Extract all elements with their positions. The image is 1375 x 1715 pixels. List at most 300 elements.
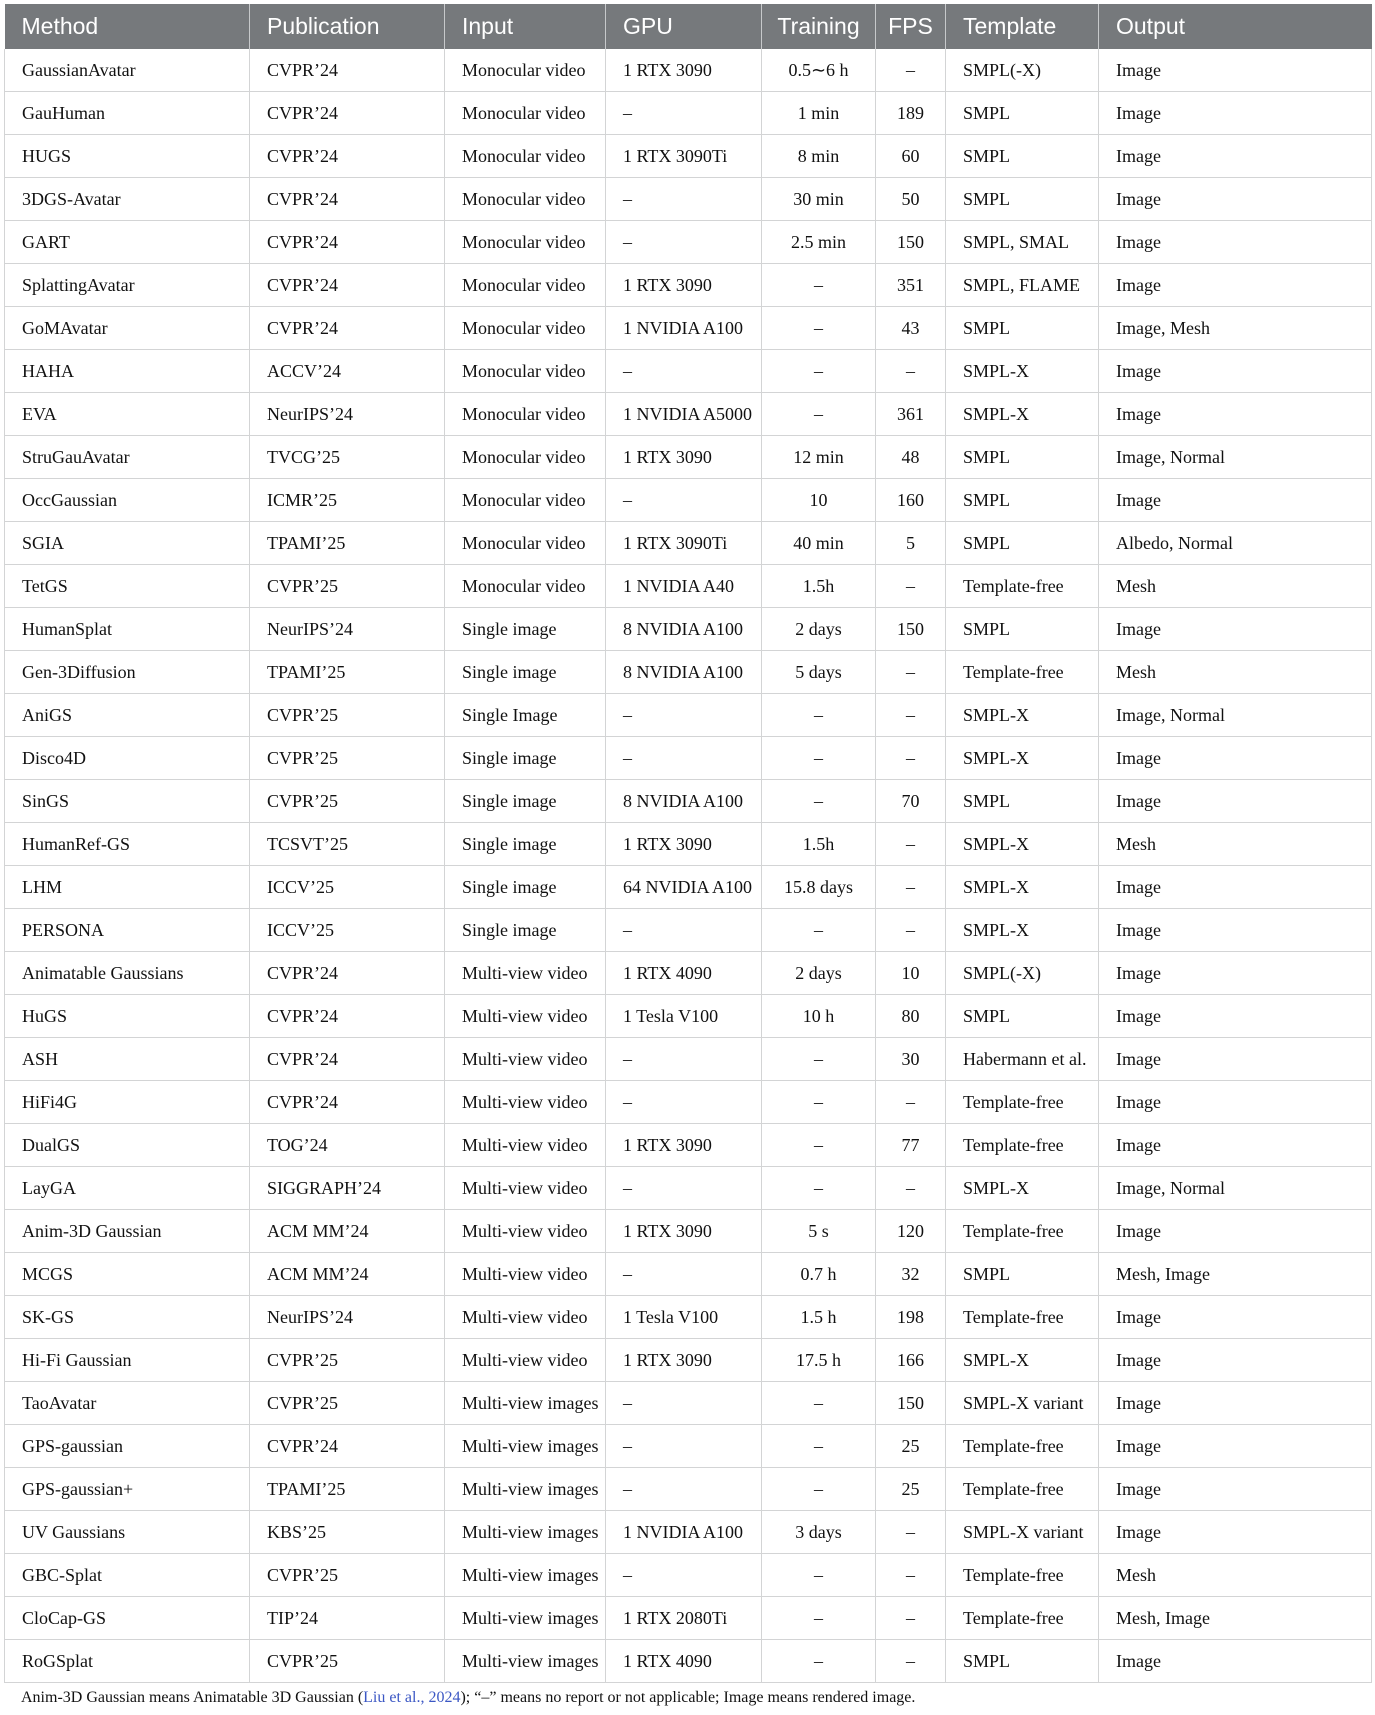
cell-training: – bbox=[762, 264, 876, 307]
cell-input: Monocular video bbox=[445, 92, 606, 135]
cell-input: Monocular video bbox=[445, 307, 606, 350]
cell-gpu: 8 NVIDIA A100 bbox=[606, 608, 762, 651]
cell-fps: 351 bbox=[876, 264, 946, 307]
cell-training: 0.5∼6 h bbox=[762, 49, 876, 92]
column-header-method: Method bbox=[5, 4, 250, 49]
cell-template: SMPL bbox=[946, 1640, 1099, 1683]
cell-training: 17.5 h bbox=[762, 1339, 876, 1382]
cell-publication: ACCV’24 bbox=[250, 350, 445, 393]
cell-fps: 80 bbox=[876, 995, 946, 1038]
cell-input: Multi-view images bbox=[445, 1425, 606, 1468]
column-header-output: Output bbox=[1099, 4, 1372, 49]
cell-template: Template-free bbox=[946, 1210, 1099, 1253]
table-row bbox=[5, 264, 1372, 307]
footnote-text-before: Anim-3D Gaussian means Animatable 3D Gaussian ( bbox=[21, 1689, 364, 1706]
cell-publication: NeurIPS’24 bbox=[250, 393, 445, 436]
cell-input: Monocular video bbox=[445, 135, 606, 178]
cell-publication: ICCV’25 bbox=[250, 909, 445, 952]
cell-template: Template-free bbox=[946, 1468, 1099, 1511]
cell-publication: CVPR’24 bbox=[250, 952, 445, 995]
table-row bbox=[5, 823, 1372, 866]
cell-gpu: 1 RTX 3090 bbox=[606, 823, 762, 866]
cell-output: Image bbox=[1099, 737, 1372, 780]
table-row bbox=[5, 178, 1372, 221]
cell-gpu: 8 NVIDIA A100 bbox=[606, 651, 762, 694]
cell-training: – bbox=[762, 1597, 876, 1640]
cell-method: HAHA bbox=[5, 350, 250, 393]
cell-gpu: 1 RTX 3090 bbox=[606, 264, 762, 307]
cell-method: PERSONA bbox=[5, 909, 250, 952]
cell-method: 3DGS-Avatar bbox=[5, 178, 250, 221]
cell-fps: – bbox=[876, 565, 946, 608]
table-row bbox=[5, 1640, 1372, 1683]
cell-template: Template-free bbox=[946, 1124, 1099, 1167]
cell-method: TetGS bbox=[5, 565, 250, 608]
cell-template: SMPL-X bbox=[946, 823, 1099, 866]
table-row bbox=[5, 1124, 1372, 1167]
cell-training: – bbox=[762, 909, 876, 952]
cell-input: Monocular video bbox=[445, 565, 606, 608]
table-row bbox=[5, 350, 1372, 393]
cell-output: Image bbox=[1099, 393, 1372, 436]
cell-gpu: – bbox=[606, 221, 762, 264]
cell-publication: CVPR’24 bbox=[250, 307, 445, 350]
column-header-training: Training bbox=[762, 4, 876, 49]
cell-training: – bbox=[762, 350, 876, 393]
cell-fps: 32 bbox=[876, 1253, 946, 1296]
cell-method: HUGS bbox=[5, 135, 250, 178]
cell-input: Monocular video bbox=[445, 436, 606, 479]
cell-output: Image bbox=[1099, 479, 1372, 522]
cell-training: 15.8 days bbox=[762, 866, 876, 909]
cell-template: SMPL-X bbox=[946, 909, 1099, 952]
cell-input: Single Image bbox=[445, 694, 606, 737]
cell-input: Multi-view images bbox=[445, 1554, 606, 1597]
table-row bbox=[5, 221, 1372, 264]
cell-output: Mesh bbox=[1099, 651, 1372, 694]
cell-fps: 120 bbox=[876, 1210, 946, 1253]
cell-fps: – bbox=[876, 1511, 946, 1554]
cell-method: Animatable Gaussians bbox=[5, 952, 250, 995]
cell-input: Multi-view video bbox=[445, 1038, 606, 1081]
cell-input: Monocular video bbox=[445, 393, 606, 436]
table-row bbox=[5, 737, 1372, 780]
table-row bbox=[5, 49, 1372, 92]
cell-output: Image bbox=[1099, 1296, 1372, 1339]
cell-template: SMPL-X bbox=[946, 350, 1099, 393]
cell-gpu: 1 RTX 3090 bbox=[606, 1124, 762, 1167]
table-row bbox=[5, 1382, 1372, 1425]
cell-training: 1.5 h bbox=[762, 1296, 876, 1339]
cell-method: StruGauAvatar bbox=[5, 436, 250, 479]
cell-output: Mesh bbox=[1099, 1554, 1372, 1597]
table-row bbox=[5, 92, 1372, 135]
cell-template: SMPL-X bbox=[946, 866, 1099, 909]
cell-fps: 43 bbox=[876, 307, 946, 350]
cell-output: Image bbox=[1099, 1124, 1372, 1167]
cell-publication: ACM MM’24 bbox=[250, 1253, 445, 1296]
cell-gpu: 1 NVIDIA A100 bbox=[606, 307, 762, 350]
cell-input: Monocular video bbox=[445, 350, 606, 393]
cell-output: Image bbox=[1099, 608, 1372, 651]
cell-output: Mesh, Image bbox=[1099, 1597, 1372, 1640]
cell-input: Monocular video bbox=[445, 264, 606, 307]
cell-input: Single image bbox=[445, 651, 606, 694]
cell-fps: 160 bbox=[876, 479, 946, 522]
cell-fps: – bbox=[876, 909, 946, 952]
column-header-input: Input bbox=[445, 4, 606, 49]
cell-fps: – bbox=[876, 350, 946, 393]
cell-method: AniGS bbox=[5, 694, 250, 737]
cell-method: ASH bbox=[5, 1038, 250, 1081]
cell-method: DualGS bbox=[5, 1124, 250, 1167]
cell-input: Multi-view video bbox=[445, 1081, 606, 1124]
cell-template: SMPL bbox=[946, 436, 1099, 479]
cell-output: Image bbox=[1099, 178, 1372, 221]
cell-publication: CVPR’24 bbox=[250, 1425, 445, 1468]
cell-publication: TPAMI’25 bbox=[250, 1468, 445, 1511]
cell-template: Template-free bbox=[946, 1597, 1099, 1640]
table-row bbox=[5, 1339, 1372, 1382]
cell-publication: CVPR’25 bbox=[250, 1640, 445, 1683]
cell-training: – bbox=[762, 694, 876, 737]
cell-output: Image bbox=[1099, 995, 1372, 1038]
cell-training: – bbox=[762, 1382, 876, 1425]
cell-fps: 48 bbox=[876, 436, 946, 479]
cell-input: Multi-view images bbox=[445, 1511, 606, 1554]
cell-input: Multi-view video bbox=[445, 995, 606, 1038]
table-row bbox=[5, 1597, 1372, 1640]
cell-training: – bbox=[762, 1124, 876, 1167]
cell-training: 10 h bbox=[762, 995, 876, 1038]
cell-method: SGIA bbox=[5, 522, 250, 565]
cell-method: Gen-3Diffusion bbox=[5, 651, 250, 694]
cell-input: Multi-view images bbox=[445, 1597, 606, 1640]
cell-training: 30 min bbox=[762, 178, 876, 221]
cell-training: – bbox=[762, 1425, 876, 1468]
cell-method: HuGS bbox=[5, 995, 250, 1038]
table-row bbox=[5, 866, 1372, 909]
table-wrapper bbox=[4, 4, 1371, 1683]
cell-gpu: 1 NVIDIA A100 bbox=[606, 1511, 762, 1554]
cell-method: LayGA bbox=[5, 1167, 250, 1210]
cell-fps: – bbox=[876, 1081, 946, 1124]
cell-template: SMPL bbox=[946, 995, 1099, 1038]
cell-fps: – bbox=[876, 1554, 946, 1597]
cell-gpu: 1 Tesla V100 bbox=[606, 995, 762, 1038]
table-row bbox=[5, 1038, 1372, 1081]
cell-template: SMPL-X bbox=[946, 393, 1099, 436]
cell-gpu: – bbox=[606, 909, 762, 952]
cell-training: 3 days bbox=[762, 1511, 876, 1554]
cell-gpu: – bbox=[606, 1038, 762, 1081]
cell-publication: CVPR’25 bbox=[250, 565, 445, 608]
cell-gpu: – bbox=[606, 1382, 762, 1425]
cell-fps: 25 bbox=[876, 1468, 946, 1511]
cell-training: – bbox=[762, 1167, 876, 1210]
cell-training: – bbox=[762, 737, 876, 780]
cell-template: SMPL-X variant bbox=[946, 1382, 1099, 1425]
cell-template: Template-free bbox=[946, 1554, 1099, 1597]
cell-publication: CVPR’24 bbox=[250, 178, 445, 221]
cell-template: Template-free bbox=[946, 1296, 1099, 1339]
cell-gpu: – bbox=[606, 737, 762, 780]
cell-gpu: – bbox=[606, 694, 762, 737]
cell-input: Multi-view video bbox=[445, 1210, 606, 1253]
cell-publication: CVPR’24 bbox=[250, 1081, 445, 1124]
citation-link[interactable]: Liu et al., 2024 bbox=[363, 1689, 461, 1706]
cell-template: SMPL-X bbox=[946, 1167, 1099, 1210]
cell-fps: 150 bbox=[876, 1382, 946, 1425]
cell-output: Image bbox=[1099, 1038, 1372, 1081]
cell-template: SMPL bbox=[946, 135, 1099, 178]
cell-template: SMPL-X bbox=[946, 694, 1099, 737]
table-row bbox=[5, 135, 1372, 178]
cell-publication: NeurIPS’24 bbox=[250, 608, 445, 651]
cell-publication: ICMR’25 bbox=[250, 479, 445, 522]
cell-output: Mesh, Image bbox=[1099, 1253, 1372, 1296]
cell-input: Monocular video bbox=[445, 479, 606, 522]
table-row bbox=[5, 608, 1372, 651]
cell-fps: – bbox=[876, 694, 946, 737]
cell-publication: CVPR’24 bbox=[250, 92, 445, 135]
cell-method: Hi-Fi Gaussian bbox=[5, 1339, 250, 1382]
table-row bbox=[5, 1511, 1372, 1554]
cell-publication: CVPR’25 bbox=[250, 737, 445, 780]
cell-output: Image bbox=[1099, 350, 1372, 393]
cell-template: Habermann et al. bbox=[946, 1038, 1099, 1081]
cell-training: – bbox=[762, 307, 876, 350]
cell-fps: – bbox=[876, 651, 946, 694]
cell-fps: – bbox=[876, 1640, 946, 1683]
cell-training: – bbox=[762, 1468, 876, 1511]
table-body bbox=[5, 49, 1372, 1683]
cell-template: Template-free bbox=[946, 1425, 1099, 1468]
cell-publication: CVPR’25 bbox=[250, 1382, 445, 1425]
cell-method: GPS-gaussian bbox=[5, 1425, 250, 1468]
cell-input: Multi-view video bbox=[445, 1253, 606, 1296]
table-row bbox=[5, 1167, 1372, 1210]
cell-training: 2 days bbox=[762, 608, 876, 651]
cell-input: Monocular video bbox=[445, 178, 606, 221]
cell-gpu: – bbox=[606, 178, 762, 221]
cell-gpu: – bbox=[606, 92, 762, 135]
cell-method: GaussianAvatar bbox=[5, 49, 250, 92]
cell-method: EVA bbox=[5, 393, 250, 436]
table-row bbox=[5, 479, 1372, 522]
cell-publication: TIP’24 bbox=[250, 1597, 445, 1640]
cell-template: SMPL bbox=[946, 1253, 1099, 1296]
cell-input: Single image bbox=[445, 737, 606, 780]
cell-template: SMPL, FLAME bbox=[946, 264, 1099, 307]
cell-gpu: 1 RTX 3090Ti bbox=[606, 135, 762, 178]
cell-gpu: 1 RTX 2080Ti bbox=[606, 1597, 762, 1640]
cell-method: GauHuman bbox=[5, 92, 250, 135]
cell-method: RoGSplat bbox=[5, 1640, 250, 1683]
cell-output: Albedo, Normal bbox=[1099, 522, 1372, 565]
cell-training: 2 days bbox=[762, 952, 876, 995]
cell-fps: 150 bbox=[876, 221, 946, 264]
cell-output: Image bbox=[1099, 780, 1372, 823]
cell-training: 12 min bbox=[762, 436, 876, 479]
cell-input: Multi-view images bbox=[445, 1640, 606, 1683]
cell-training: – bbox=[762, 780, 876, 823]
cell-input: Single image bbox=[445, 823, 606, 866]
cell-training: – bbox=[762, 1038, 876, 1081]
cell-output: Image bbox=[1099, 49, 1372, 92]
cell-fps: – bbox=[876, 1167, 946, 1210]
cell-input: Single image bbox=[445, 909, 606, 952]
cell-training: 5 s bbox=[762, 1210, 876, 1253]
cell-input: Multi-view images bbox=[445, 1468, 606, 1511]
cell-publication: CVPR’24 bbox=[250, 1038, 445, 1081]
cell-fps: 361 bbox=[876, 393, 946, 436]
cell-publication: CVPR’24 bbox=[250, 264, 445, 307]
cell-gpu: 1 RTX 4090 bbox=[606, 952, 762, 995]
cell-method: OccGaussian bbox=[5, 479, 250, 522]
cell-publication: TCSVT’25 bbox=[250, 823, 445, 866]
cell-method: HiFi4G bbox=[5, 1081, 250, 1124]
cell-training: 10 bbox=[762, 479, 876, 522]
table-row bbox=[5, 307, 1372, 350]
cell-publication: CVPR’24 bbox=[250, 995, 445, 1038]
cell-input: Multi-view images bbox=[445, 1382, 606, 1425]
cell-training: 0.7 h bbox=[762, 1253, 876, 1296]
cell-publication: ACM MM’24 bbox=[250, 1210, 445, 1253]
cell-output: Image, Normal bbox=[1099, 436, 1372, 479]
cell-output: Image, Normal bbox=[1099, 1167, 1372, 1210]
cell-training: – bbox=[762, 1081, 876, 1124]
table-row bbox=[5, 780, 1372, 823]
table-row bbox=[5, 565, 1372, 608]
cell-method: UV Gaussians bbox=[5, 1511, 250, 1554]
cell-output: Image bbox=[1099, 264, 1372, 307]
column-header-template: Template bbox=[946, 4, 1099, 49]
table-row bbox=[5, 694, 1372, 737]
footnote-text-after: ); “–” means no report or not applicable; Image means rendered image. bbox=[460, 1689, 916, 1706]
table-row bbox=[5, 522, 1372, 565]
table-row bbox=[5, 909, 1372, 952]
column-header-publication: Publication bbox=[250, 4, 445, 49]
cell-output: Image bbox=[1099, 1425, 1372, 1468]
cell-publication: TPAMI’25 bbox=[250, 522, 445, 565]
table-row bbox=[5, 1253, 1372, 1296]
cell-input: Multi-view video bbox=[445, 1296, 606, 1339]
cell-template: SMPL bbox=[946, 780, 1099, 823]
cell-method: TaoAvatar bbox=[5, 1382, 250, 1425]
table-row bbox=[5, 1554, 1372, 1597]
cell-output: Image, Normal bbox=[1099, 694, 1372, 737]
cell-method: Anim-3D Gaussian bbox=[5, 1210, 250, 1253]
cell-fps: 189 bbox=[876, 92, 946, 135]
cell-method: GBC-Splat bbox=[5, 1554, 250, 1597]
cell-template: SMPL bbox=[946, 178, 1099, 221]
cell-publication: TPAMI’25 bbox=[250, 651, 445, 694]
table-row bbox=[5, 1468, 1372, 1511]
cell-publication: CVPR’25 bbox=[250, 1339, 445, 1382]
table-row bbox=[5, 436, 1372, 479]
cell-template: SMPL-X bbox=[946, 1339, 1099, 1382]
header-row bbox=[5, 4, 1372, 49]
cell-output: Mesh bbox=[1099, 565, 1372, 608]
cell-gpu: – bbox=[606, 1253, 762, 1296]
cell-input: Multi-view video bbox=[445, 1167, 606, 1210]
cell-fps: 150 bbox=[876, 608, 946, 651]
cell-training: 2.5 min bbox=[762, 221, 876, 264]
cell-output: Image bbox=[1099, 1640, 1372, 1683]
cell-template: SMPL(-X) bbox=[946, 49, 1099, 92]
cell-output: Image bbox=[1099, 221, 1372, 264]
cell-template: SMPL-X variant bbox=[946, 1511, 1099, 1554]
cell-method: GoMAvatar bbox=[5, 307, 250, 350]
cell-training: – bbox=[762, 1554, 876, 1597]
table-row bbox=[5, 1296, 1372, 1339]
cell-output: Image bbox=[1099, 866, 1372, 909]
cell-input: Multi-view video bbox=[445, 952, 606, 995]
cell-output: Image bbox=[1099, 952, 1372, 995]
cell-publication: CVPR’24 bbox=[250, 135, 445, 178]
table-row bbox=[5, 1081, 1372, 1124]
cell-template: SMPL bbox=[946, 92, 1099, 135]
column-header-fps: FPS bbox=[876, 4, 946, 49]
cell-input: Monocular video bbox=[445, 221, 606, 264]
cell-input: Multi-view video bbox=[445, 1124, 606, 1167]
cell-publication: CVPR’24 bbox=[250, 49, 445, 92]
cell-output: Image bbox=[1099, 92, 1372, 135]
cell-gpu: 1 RTX 3090 bbox=[606, 436, 762, 479]
cell-template: Template-free bbox=[946, 651, 1099, 694]
cell-publication: TOG’24 bbox=[250, 1124, 445, 1167]
cell-method: HumanRef-GS bbox=[5, 823, 250, 866]
cell-fps: – bbox=[876, 1597, 946, 1640]
cell-template: SMPL bbox=[946, 608, 1099, 651]
cell-training: 1.5h bbox=[762, 565, 876, 608]
cell-input: Single image bbox=[445, 608, 606, 651]
cell-fps: 70 bbox=[876, 780, 946, 823]
cell-input: Single image bbox=[445, 866, 606, 909]
cell-publication: TVCG’25 bbox=[250, 436, 445, 479]
cell-publication: ICCV’25 bbox=[250, 866, 445, 909]
cell-output: Mesh bbox=[1099, 823, 1372, 866]
cell-fps: 10 bbox=[876, 952, 946, 995]
cell-template: SMPL bbox=[946, 522, 1099, 565]
cell-fps: 25 bbox=[876, 1425, 946, 1468]
cell-publication: NeurIPS’24 bbox=[250, 1296, 445, 1339]
cell-gpu: 1 RTX 3090Ti bbox=[606, 522, 762, 565]
cell-output: Image bbox=[1099, 909, 1372, 952]
cell-training: 5 days bbox=[762, 651, 876, 694]
cell-publication: CVPR’24 bbox=[250, 221, 445, 264]
cell-fps: 30 bbox=[876, 1038, 946, 1081]
cell-fps: 50 bbox=[876, 178, 946, 221]
cell-gpu: 8 NVIDIA A100 bbox=[606, 780, 762, 823]
cell-fps: 60 bbox=[876, 135, 946, 178]
cell-training: 8 min bbox=[762, 135, 876, 178]
cell-gpu: 64 NVIDIA A100 bbox=[606, 866, 762, 909]
cell-method: SplattingAvatar bbox=[5, 264, 250, 307]
cell-fps: – bbox=[876, 823, 946, 866]
cell-template: SMPL bbox=[946, 479, 1099, 522]
cell-gpu: – bbox=[606, 1554, 762, 1597]
cell-gpu: – bbox=[606, 1081, 762, 1124]
cell-method: LHM bbox=[5, 866, 250, 909]
table-header bbox=[5, 4, 1372, 49]
table-row bbox=[5, 393, 1372, 436]
cell-fps: 166 bbox=[876, 1339, 946, 1382]
methods-table bbox=[4, 4, 1372, 1683]
cell-output: Image bbox=[1099, 1210, 1372, 1253]
cell-training: – bbox=[762, 393, 876, 436]
